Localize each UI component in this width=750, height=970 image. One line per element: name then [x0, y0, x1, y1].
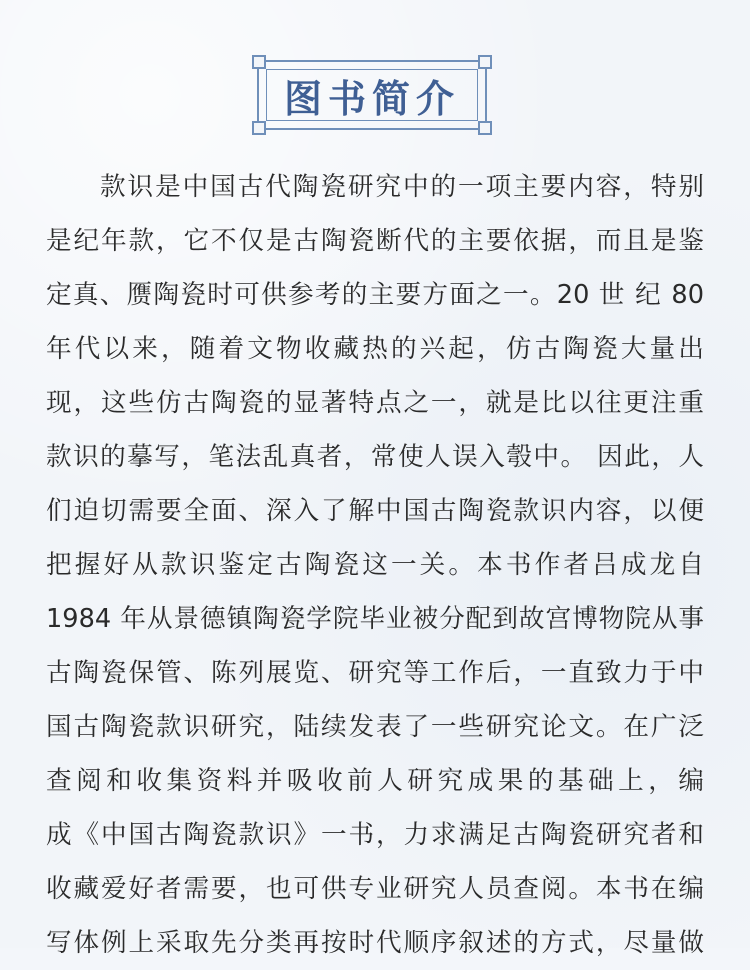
- text-line: 年代以来，随着文物收藏热的兴起，仿古陶瓷大量出: [46, 334, 704, 364]
- text-line: 收藏爱好者需要，也可供专业研究人员查阅。本书在编: [46, 874, 704, 904]
- text-line: 把握好从款识鉴定古陶瓷这一关。本书作者吕成龙自: [46, 550, 704, 580]
- text-line: 款识的摹写，笔法乱真者，常使人误入彀中。 因此，人: [46, 442, 704, 472]
- text-line: 1984 年从景德镇陶瓷学院毕业被分配到故宫博物院从事: [46, 604, 704, 634]
- text-line: 古陶瓷保管、陈列展览、研究等工作后，一直致力于中: [46, 658, 704, 688]
- text-line: 们迫切需要全面、深入了解中国古陶瓷款识内容，以便: [46, 496, 704, 526]
- text-line: 款识是中国古代陶瓷研究中的一项主要内容，特别: [100, 172, 704, 202]
- text-line: 现，这些仿古陶瓷的显著特点之一，就是比以往更注重: [46, 388, 704, 418]
- text-line: 查阅和收集资料并吸收前人研究成果的基础上，编: [46, 766, 704, 796]
- section-title: 图书简介: [283, 75, 460, 121]
- text-line: 定真、赝陶瓷时可供参考的主要方面之一。20 世 纪 80: [46, 280, 704, 310]
- intro-paragraph: [46, 160, 704, 970]
- section-title-banner: [257, 60, 487, 130]
- text-line: 写体例上采取先分类再按时代顺序叙述的方式，尽量做: [46, 928, 704, 958]
- text-line: 是纪年款，它不仅是古陶瓷断代的主要依据，而且是鉴: [46, 226, 704, 256]
- text-line: 国古陶瓷款识研究，陆续发表了一些研究论文。在广泛: [46, 712, 704, 742]
- text-line: 成《中国古陶瓷款识》一书，力求满足古陶瓷研究者和: [46, 820, 704, 850]
